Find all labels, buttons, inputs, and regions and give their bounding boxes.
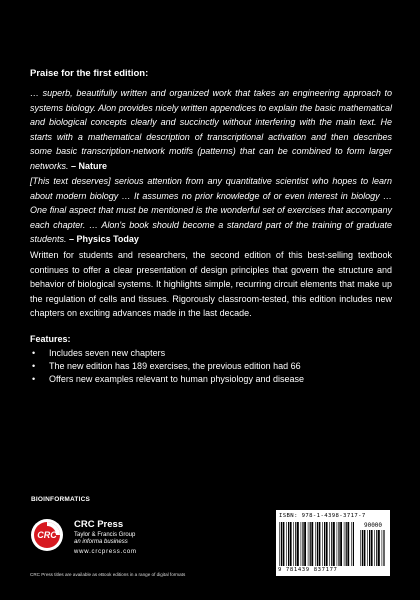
barcode-bar: [371, 530, 373, 566]
barcode-bar: [340, 522, 342, 566]
barcode-bar: [378, 530, 380, 566]
barcode-bar: [333, 522, 335, 566]
feature-item: [30, 373, 392, 386]
isbn-label: ISBN: 978-1-4398-3717-7: [279, 513, 366, 519]
barcode-bar: [329, 522, 330, 566]
crc-press-logo-icon: [30, 518, 64, 552]
publisher-group: Taylor & Francis Group: [74, 532, 136, 538]
book-description: Written for students and researchers, the second edition of this best-selling textbook continues to offer a clear presentation of design principles that govern the structure and behavior of biological systems. It highlights simple, recurring circuit elements that make up the regulation of cells and tissues. Rigorously classroom-tested, this edition includes new chapters on exciting advances made in the last decade.: [30, 250, 392, 318]
barcode-bar: [317, 522, 318, 566]
barcode-bar: [374, 530, 375, 566]
barcode-bar: [362, 530, 363, 566]
publisher-block: [30, 518, 190, 564]
features-list: [30, 347, 392, 386]
barcode-bar: [344, 522, 345, 566]
barcode-bar: [319, 522, 321, 566]
bullet-icon: •: [32, 374, 36, 384]
barcode-bar: [281, 522, 282, 566]
barcode-bar: [346, 522, 347, 566]
features-heading: Features:: [30, 334, 71, 344]
praise-heading: Praise for the first edition:: [30, 68, 149, 79]
barcode-bar: [283, 522, 285, 566]
nature-quote: [30, 86, 392, 173]
barcode-bar: [369, 530, 370, 566]
addon-barcode-icon: [360, 530, 386, 566]
barcode-bar: [297, 522, 299, 566]
feature-text: Includes seven new chapters: [49, 348, 166, 358]
quote-text: [This text deserves] serious attention from any quantitative scientist who hopes to learn about modern biology … It assumes no prior knowledge of or even interest in biology … One final aspect that must be mentioned is the wonderful set of exercises that accompany each chapter. … Alon's book should become a standard part of the training of graduate students.: [30, 176, 392, 244]
quote-source: – Physics Today: [69, 234, 139, 244]
barcode-bar: [331, 522, 332, 566]
barcode-bar: [288, 522, 289, 566]
barcode-bar: [304, 522, 306, 566]
barcode-panel: [276, 510, 390, 576]
barcode-bar: [310, 522, 311, 566]
feature-text: Offers new examples relevant to human physiology and disease: [49, 374, 304, 384]
logo-text: CRC: [37, 530, 57, 540]
bullet-icon: •: [32, 361, 36, 371]
barcode-bar: [360, 530, 361, 566]
barcode-bar: [367, 530, 368, 566]
barcode-bar: [302, 522, 303, 566]
feature-text: The new edition has 189 exercises, the previous edition had 66: [49, 361, 301, 371]
barcode-bar: [353, 522, 354, 566]
ebook-note: CRC Press titles are available as eBook editions in a range of digital formats: [30, 572, 186, 577]
subject-label: BIOINFORMATICS: [31, 496, 91, 503]
quote-source: – Nature: [71, 160, 108, 171]
barcode-bar: [351, 522, 352, 566]
barcode-bar: [322, 522, 323, 566]
quote-text: … superb, beautifully written and organized work that takes an engineering approach to systems biology. Alon provides nicely written appendices to explain the basic mathematical and biological concepts clearly and succinctly without interfering with the main text. He starts with a mathematical description of transcriptional activation and then describes some basic transcription-network motifs (patterns) that can be combined to form larger networks.: [30, 88, 392, 171]
barcode-bar: [364, 530, 366, 566]
publisher-name: CRC Press: [74, 519, 124, 530]
barcode-bar: [295, 522, 296, 566]
barcode-bar: [326, 522, 328, 566]
publisher-tagline: an informa business: [74, 539, 128, 545]
barcode-addon-number: 90000: [363, 522, 383, 529]
barcode-bar: [383, 530, 384, 566]
barcode-bar: [286, 522, 287, 566]
barcode-bar: [338, 522, 339, 566]
ean13-barcode-icon: [279, 522, 355, 566]
barcode-bar: [308, 522, 309, 566]
feature-item: [30, 360, 392, 373]
bullet-icon: •: [32, 348, 36, 358]
barcode-bar: [311, 522, 313, 566]
barcode-bar: [337, 522, 338, 566]
barcode-bar: [290, 522, 292, 566]
barcode-bar: [382, 530, 383, 566]
barcode-bar: [279, 522, 280, 566]
barcode-bar: [315, 522, 316, 566]
barcode-bar: [376, 530, 377, 566]
barcode-bar: [347, 522, 349, 566]
physics-today-quote: [30, 174, 392, 247]
publisher-url: www.crcpress.com: [74, 549, 137, 555]
barcode-bar: [301, 522, 302, 566]
ean-digits: 9 781439 837177: [278, 567, 338, 573]
barcode-bar: [324, 522, 325, 566]
barcode-bar: [293, 522, 294, 566]
feature-item: [30, 347, 392, 360]
